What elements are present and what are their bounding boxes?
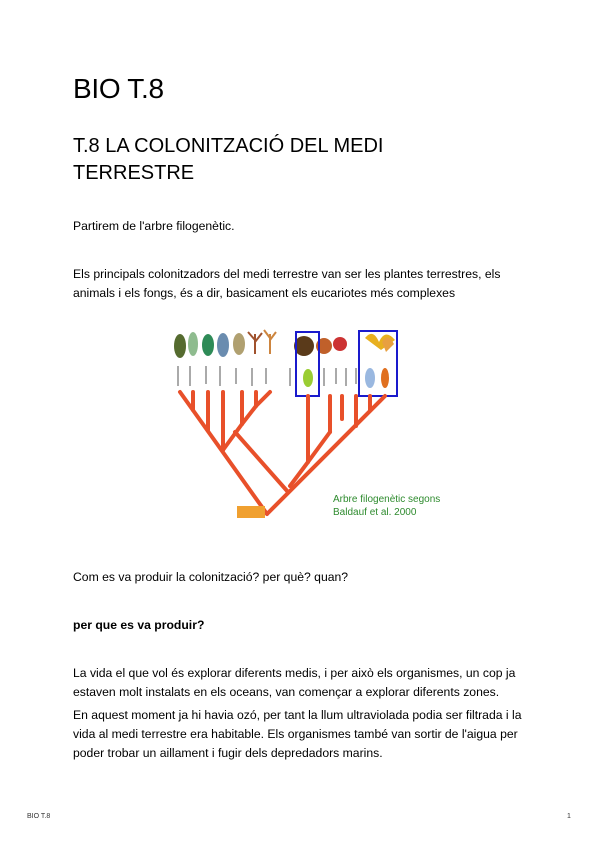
intro-paragraph: Partirem de l'arbre filogenètic. bbox=[73, 219, 235, 233]
figure-caption-line-2: Baldauf et al. 2000 bbox=[333, 507, 417, 518]
explore-paragraph: La vida el que vol és explorar diferents medis, i per això els organismes, un cop ja estaven molt instalats en els oceans, van començar a explorar diferents zones. bbox=[73, 666, 516, 699]
question-paragraph: Com es va produir la colonització? per què? quan? bbox=[73, 570, 349, 584]
organism-images bbox=[174, 330, 395, 358]
species-labels bbox=[178, 366, 356, 386]
section-heading: T.8 LA COLONITZACIÓ DEL MEDI TERRESTRE bbox=[73, 135, 384, 184]
footer-title: BIO T.8 bbox=[27, 813, 51, 820]
colonizers-paragraph: Els principals colonitzadors del medi terrestre van ser les plantes terrestres, els animals i els fongs, és a dir, basicament els eucariotes més complexes bbox=[73, 267, 501, 300]
why-heading: per que es va produir? bbox=[73, 618, 205, 632]
plant-cell-icon bbox=[303, 369, 313, 387]
figure-caption-line-1: Arbre filogenètic segons bbox=[333, 494, 441, 505]
phylogenetic-tree-figure bbox=[160, 324, 460, 524]
root-label-box bbox=[237, 506, 265, 518]
animal-cell-icon bbox=[365, 368, 375, 388]
ozone-paragraph: En aquest moment ja hi havia ozó, per tant la llum ultraviolada podia ser filtrada i la vida al medi terrestre era habitable. Els organismes també van sortir de l'aigua per poder trobar un aillament i fugir dels depredadors marins. bbox=[73, 708, 522, 760]
document-title: BIO T.8 bbox=[73, 73, 164, 104]
page-number: 1 bbox=[567, 813, 571, 820]
fungus-cell-icon bbox=[381, 368, 389, 388]
